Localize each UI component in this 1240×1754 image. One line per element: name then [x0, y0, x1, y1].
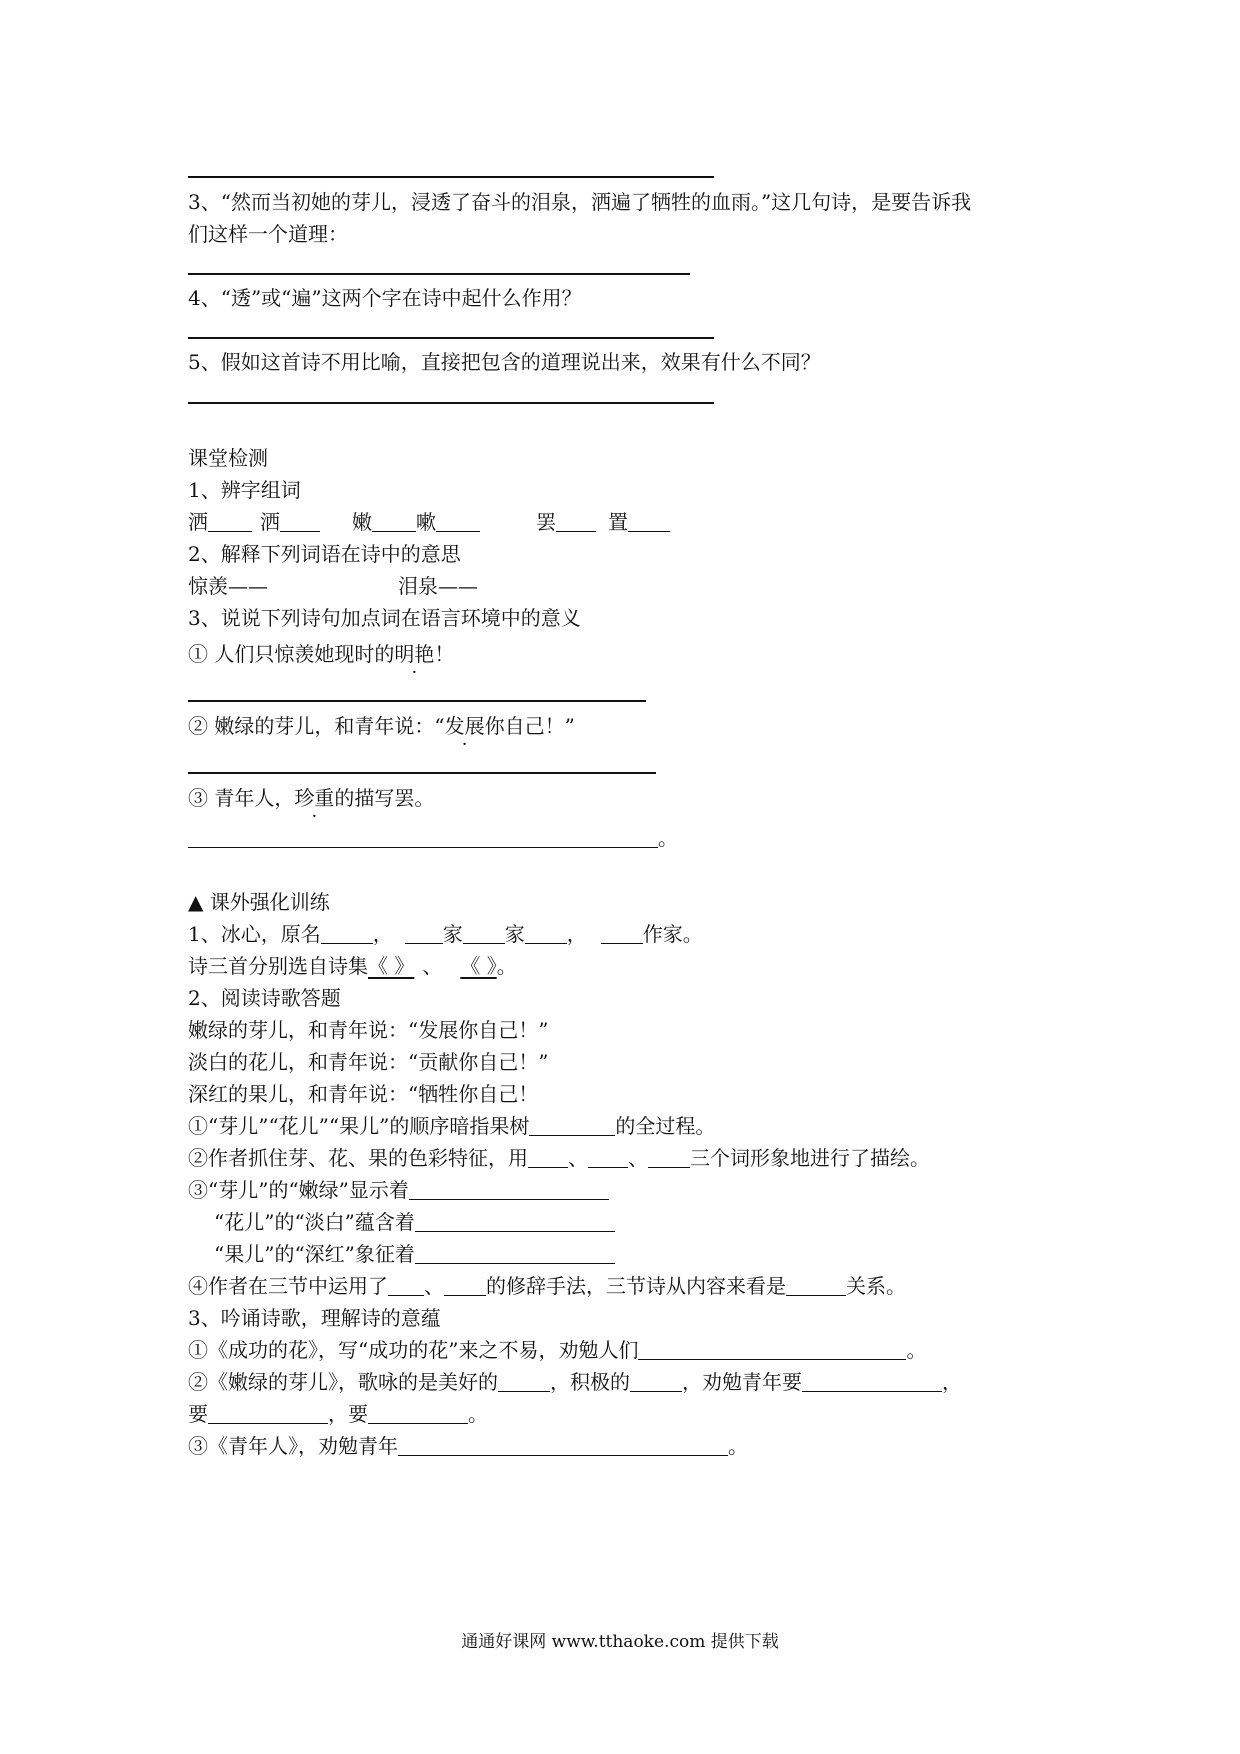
blank[interactable]: [498, 1373, 550, 1392]
char: 罢: [536, 510, 556, 534]
extra-q1-line-2: 诗三首分别选自诗集《 》 、 《 》。: [188, 954, 517, 978]
extra-q2-item-4: ④作者在三节中运用了 、 的修辞手法，三节诗从内容来看是 关系。: [188, 1274, 906, 1298]
blank[interactable]: [444, 1277, 486, 1296]
blank[interactable]: [463, 925, 505, 944]
check-q3-sentence-1: ① 人们只惊羡她现时的明艳！: [188, 642, 455, 666]
dotted-word: 发展: [444, 714, 485, 738]
blank[interactable]: [628, 513, 670, 532]
check-q3-title: 3、说说下列诗句加点词在语言环境中的意义: [188, 606, 581, 630]
check-q3-sentence-3: ③ 青年人，珍重的描写罢。: [188, 786, 435, 810]
blank[interactable]: [280, 513, 320, 532]
question-4: 4、“透”或“遍”这两个字在诗中起什么作用？: [188, 286, 582, 310]
question-3-line-1: 3、“然而当初她的芽儿，浸透了奋斗的泪泉，洒遍了牺牲的血雨。”这几句诗，是要告诉我: [188, 190, 972, 214]
check-q1-title: 1、辨字组词: [188, 478, 301, 502]
blank[interactable]: [321, 925, 373, 944]
poem-line: 深红的果儿，和青年说：“牺牲你自己！: [188, 1082, 539, 1106]
poem-line: 嫩绿的芽儿，和青年说：“发展你自己！”: [188, 1018, 549, 1042]
blank[interactable]: [556, 513, 596, 532]
question-5: 5、假如这首诗不用比喻，直接把包含的道理说出来，效果有什么不同？: [188, 350, 821, 374]
answer-line: [188, 176, 714, 178]
dotted-word: 明艳: [394, 642, 435, 666]
blank[interactable]: [529, 1117, 615, 1136]
extra-q3-item-3: ③《青年人》，劝勉青年 。: [188, 1434, 748, 1458]
page-footer: 通通好课网 www.tthaoke.com 提供下载: [461, 1632, 779, 1652]
extra-q1-line-1: 1、冰心，原名 ， 家 家 ， 作家。: [188, 922, 703, 946]
extra-q2-item-3b: “花儿”的“淡白”蕴含着: [214, 1210, 615, 1234]
book-blank[interactable]: 《 》: [368, 954, 415, 978]
section-title-check: 课堂检测: [188, 446, 268, 470]
answer-line: [188, 772, 656, 774]
check-q2-terms: [188, 574, 478, 598]
extra-q3-item-2: ②《嫩绿的芽儿》，歌咏的是美好的 ，积极的 ，劝勉青年要 ，: [188, 1370, 962, 1394]
char: 嗽: [416, 510, 436, 534]
blank[interactable]: [398, 1437, 728, 1456]
blank[interactable]: [786, 1277, 846, 1296]
extra-q3-title: 3、吟诵诗歌，理解诗的意蕴: [188, 1306, 441, 1330]
extra-q2-item-3a: ③“芽儿”的“嫩绿”显示着: [188, 1178, 609, 1202]
blank[interactable]: [528, 1149, 568, 1168]
blank[interactable]: [415, 1213, 615, 1232]
answer-line: [188, 337, 714, 339]
blank[interactable]: [802, 1373, 942, 1392]
blank[interactable]: [588, 1149, 628, 1168]
char: 洒: [260, 510, 280, 534]
blank[interactable]: [388, 1277, 424, 1296]
section-title-extra: ▲ 课外强化训练: [188, 890, 330, 914]
char: 洒: [188, 510, 208, 534]
dotted-word: 珍重: [294, 786, 335, 810]
check-q1-chars: [188, 510, 670, 534]
blank[interactable]: [368, 1405, 468, 1424]
blank[interactable]: [436, 513, 480, 532]
blank[interactable]: [630, 1373, 682, 1392]
extra-q2-item-2: ②作者抓住芽、花、果的色彩特征，用 、 、 三个词形象地进行了描绘。: [188, 1146, 930, 1170]
char: 置: [608, 510, 628, 534]
blank[interactable]: [208, 1405, 328, 1424]
check-q3-answer-3: 。: [188, 826, 678, 850]
blank[interactable]: [648, 1149, 690, 1168]
blank[interactable]: [415, 1245, 615, 1264]
term-leiquan: 泪泉——: [398, 574, 478, 598]
answer-line: [188, 273, 690, 275]
question-3-line-2: 们这样一个道理：: [188, 222, 348, 246]
check-q2-title: 2、解释下列词语在诗中的意思: [188, 542, 461, 566]
extra-q2-title: 2、阅读诗歌答题: [188, 986, 341, 1010]
extra-q3-item-1: ①《成功的花》，写“成功的花”来之不易，劝勉人们 。: [188, 1338, 927, 1362]
term-jingxian: 惊羡——: [188, 574, 268, 598]
blank[interactable]: [409, 1181, 609, 1200]
extra-q3-item-2-cont: 要 ，要 。: [188, 1402, 488, 1426]
blank[interactable]: [601, 925, 643, 944]
blank[interactable]: [208, 513, 252, 532]
blank[interactable]: [405, 925, 443, 944]
answer-line: [188, 402, 714, 404]
extra-q2-item-1: ①“芽儿”“花儿”“果儿”的顺序暗指果树 的全过程。: [188, 1114, 716, 1138]
blank[interactable]: [372, 513, 416, 532]
blank[interactable]: [525, 925, 567, 944]
extra-q2-item-3c: “果儿”的“深红”象征着: [214, 1242, 615, 1266]
answer-line: [188, 700, 646, 702]
poem-line: 淡白的花儿，和青年说：“贡献你自己！”: [188, 1050, 549, 1074]
blank[interactable]: [188, 829, 658, 848]
check-q3-sentence-2: ② 嫩绿的芽儿，和青年说：“发展你自己！”: [188, 714, 575, 738]
book-blank[interactable]: 《 》: [460, 954, 497, 978]
blank[interactable]: [638, 1341, 906, 1360]
char: 嫩: [352, 510, 372, 534]
